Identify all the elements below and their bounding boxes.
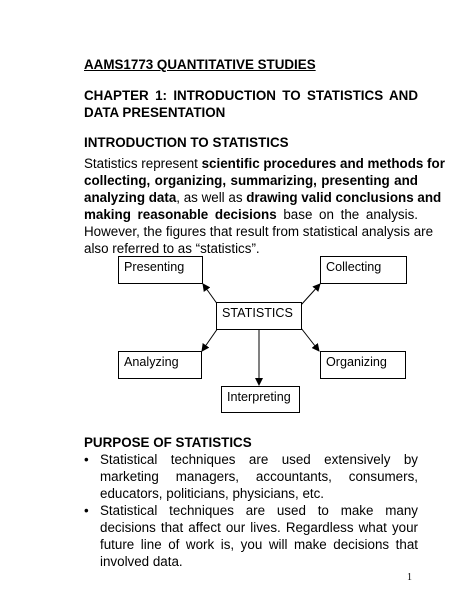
intro-row-6: also referred to as “statistics”. [84,241,260,256]
box-statistics [216,302,302,330]
intro-emphasis: scientific procedures and methods for [201,156,445,171]
intro-row-5: However, the figures that result from statistical analysis are [84,224,434,239]
intro-emphasis: analyzing data [84,190,177,205]
box-collecting [320,256,407,284]
intro-text: base on the analysis. [276,207,418,222]
section-heading: INTRODUCTION TO STATISTICS [84,135,289,150]
bullet-2-row-3: future line of work is, you will make decisions that [100,537,418,552]
course-title: AAMS1773 QUANTITATIVE STUDIES [84,57,316,72]
arrow-to-collecting [301,284,320,305]
arrow-to-analyzing [202,328,218,351]
arrow-to-organizing [301,328,319,351]
intro-emphasis: making reasonable decisions [84,207,277,222]
box-statistics-label: STATISTICS [222,306,293,320]
bullet-1-row-3: educators, politicians, physicians, etc. [100,486,325,501]
intro-text: , as well as [176,190,247,205]
box-presenting [118,256,203,284]
purpose-heading: PURPOSE OF STATISTICS [84,435,252,450]
bullet-2-row-1: Statistical techniques are used to make many [100,503,418,518]
bullet-icon: • [84,452,89,467]
box-interpreting-label: Interpreting [227,390,291,404]
chapter-title-line-2: DATA PRESENTATION [84,105,226,120]
box-collecting-label: Collecting [326,260,382,274]
bullet-icon: • [84,503,89,518]
box-organizing-label: Organizing [326,355,387,369]
box-organizing [320,351,406,379]
bullet-2-row-2: decisions that affect our lives. Regardless what your [100,520,418,535]
box-interpreting [221,386,300,413]
box-analyzing-label: Analyzing [124,355,179,369]
intro-text: Statistics represent [84,156,202,171]
intro-row-2: collecting, organizing, summarizing, presenting and [84,173,418,188]
bullet-1-row-1: Statistical techniques are used extensively by [100,452,418,467]
bullet-item-1 [84,451,418,502]
purpose-bullet-list [84,451,418,570]
page-number: 1 [407,572,412,583]
box-presenting-label: Presenting [124,260,185,274]
bullet-2-row-4: involved data. [100,554,183,569]
bullet-1-row-2: marketing managers, accountants, consumers, [100,469,418,484]
box-analyzing [118,351,202,379]
chapter-title-line-1: CHAPTER 1: INTRODUCTION TO STATISTICS AND [84,88,418,103]
bullet-item-2 [84,502,418,570]
intro-emphasis: drawing valid conclusions and [246,190,442,205]
